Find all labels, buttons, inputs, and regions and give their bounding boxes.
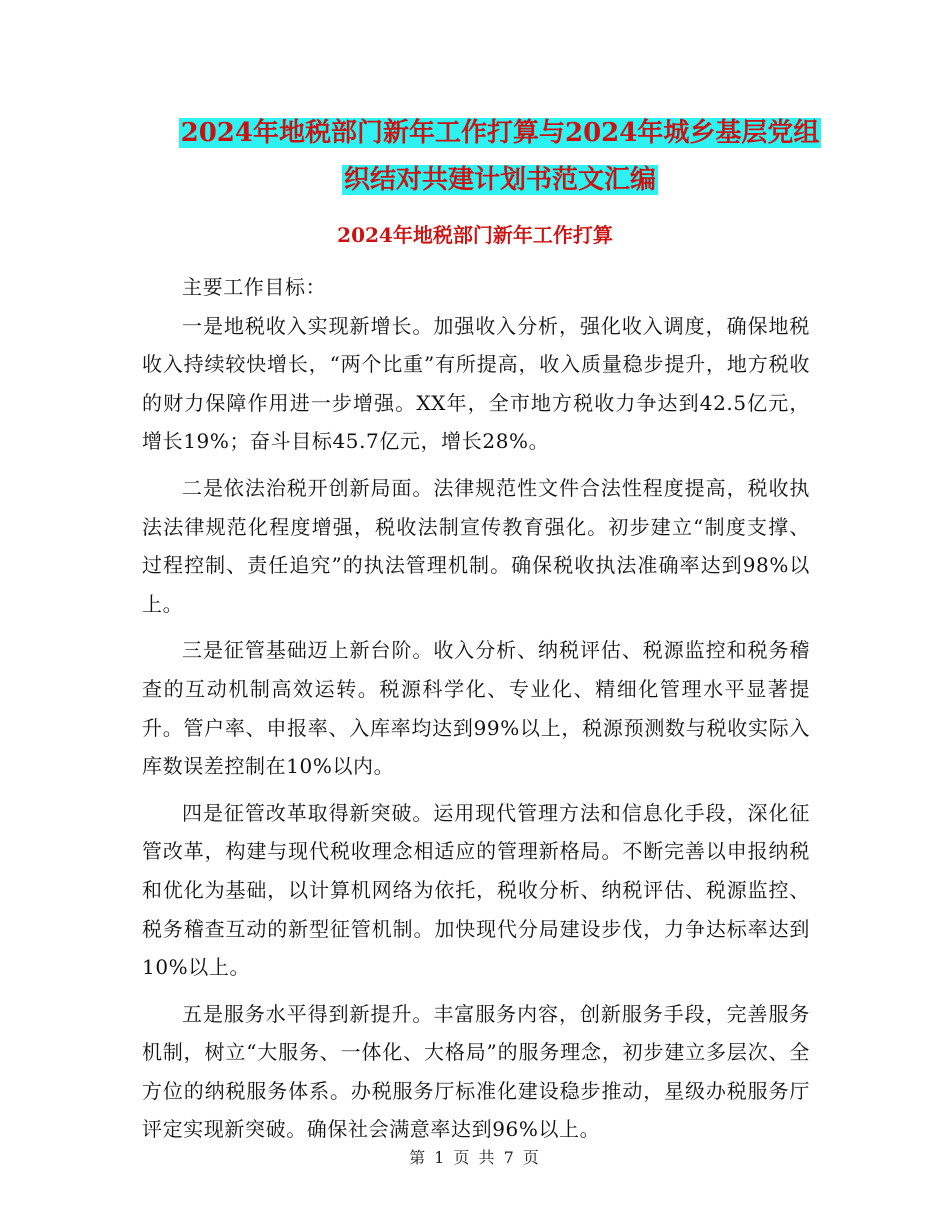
paragraph-heading: 主要工作目标：: [182, 275, 327, 299]
paragraph: 五是服务水平得到新提升。丰富服务内容，创新服务手段，完善服务机制，树立“大服务、一体化、大格局”的服务理念，初步建立多层次、全方位的纳税服务体系。办税服务厅标准化建设稳步推动，星级办税服务厅评定实现新突破。确保社会满意率达到96%以上。: [142, 1001, 810, 1142]
paragraph: 三是征管基础迈上新台阶。收入分析、纳税评估、税源监控和税务稽查的互动机制高效运转。税源科学化、专业化、精细化管理水平显著提升。管户率、申报率、入库率均达到99%以上，税源预测数与税收实际入库数误差控制在10%以内。: [142, 638, 810, 779]
document-title: [120, 110, 880, 204]
document-title-line2: 织结对共建计划书范文汇编: [343, 165, 656, 195]
document-title-line1: 2024年地税部门新年工作打算与2024年城乡基层党组: [180, 118, 820, 148]
paragraph: 四是征管改革取得新突破。运用现代管理方法和信息化手段，深化征管改革，构建与现代税收理念相适应的管理新格局。不断完善以申报纳税和优化为基础，以计算机网络为依托，税收分析、纳税评估、税源监控、税务稽查互动的新型征管机制。加快现代分局建设步伐，力争达标率达到10%以上。: [142, 800, 810, 980]
document-body: [142, 268, 810, 1157]
paragraph: 二是依法治税开创新局面。法律规范性文件合法性程度提高，税收执法法律规范化程度增强，税收法制宣传教育强化。初步建立“制度支撑、过程控制、责任追究”的执法管理机制。确保税收执法准确率达到98%以上。: [142, 475, 810, 616]
paragraph: 一是地税收入实现新增长。加强收入分析，强化收入调度，确保地税收入持续较快增长，“两个比重”有所提高，收入质量稳步提升，地方税收的财力保障作用进一步增强。XX年，全市地方税收力争达到42.5亿元，增长19%；奋斗目标45.7亿元，增长28%。: [142, 313, 810, 454]
page-footer: 第 1 页 共 7 页: [409, 1148, 541, 1167]
section-title: 2024年地税部门新年工作打算: [337, 223, 613, 247]
